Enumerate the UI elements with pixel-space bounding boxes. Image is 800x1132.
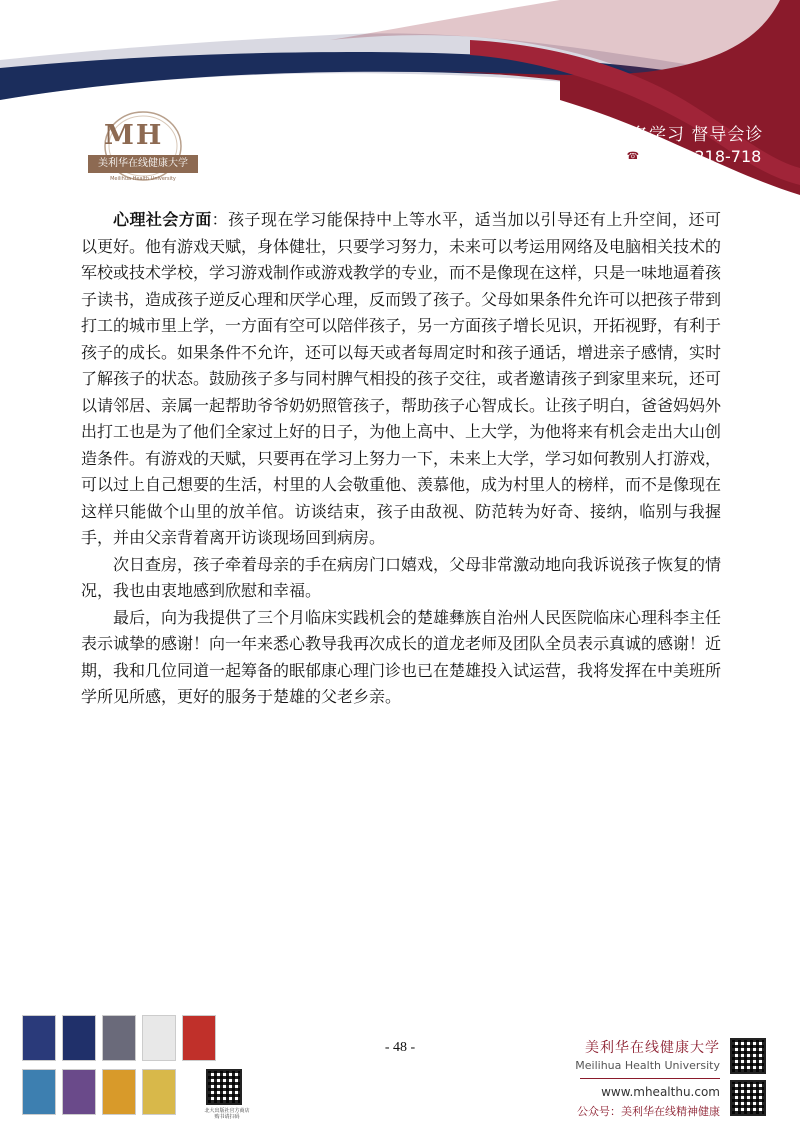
logo-name: 美利华在线健康大学 xyxy=(88,155,198,173)
book-cover xyxy=(102,1069,136,1115)
book-cover xyxy=(62,1015,96,1061)
qr-caption: 北大出版社官方商店 购书请扫码 xyxy=(204,1108,250,1120)
wechat-account: 公众号：美利华在线精神健康 xyxy=(577,1105,720,1118)
qr-code xyxy=(730,1038,766,1074)
logo-mark: MH xyxy=(104,120,164,151)
brand-name-en: Meilihua Health University xyxy=(575,1059,720,1072)
paragraph-lead: 心理社会方面 xyxy=(113,210,212,229)
brand-name-cn: 美利华在线健康大学 xyxy=(585,1040,720,1056)
mh-logo xyxy=(88,106,198,192)
paragraph-text: ：孩子现在学习能保持中上等水平，适当加以引导还有上升空间，还可以更好。他有游戏天赋，身体健壮，只要学习努力，未来可以考运用网络及电脑相关技术的军校或技术学校，学习游戏制作或游戏教学的专业，而不是像现在这样，只是一味地逼着孩子读书，造成孩子逆反心理和厌学心理，反而毁了孩子。父母如果条件允许可以把孩子带到打工的城市里上学，一方面有空可以陪伴孩子，另一方面孩子增长见识，开拓视野，有利于孩子的成长。如果条件不允许，还可以每天或者每周定时和孩子通话，增进亲子感情，实时了解孩子的状态。鼓励孩子多与同村脾气相投的孩子交往，或者邀请孩子到家里来玩，还可以请邻居、亲属一起帮助爷爷奶奶照管孩子，帮助孩子心智成长。让孩子明白，爸爸妈妈外出打工也是为了他们全家过上好的日子，为他上高中、上大学，为他将来有机会走出大山创造条件。有游戏的天赋，只要再在学习上努力一下，未来上大学，学习如何教别人打游戏，可以过上自己想要的生活，村里的人会敬重他、羡慕他，成为村里人的榜样，而不是像现在这样只能做个山里的放羊倌。访谈结束，孩子由敌视、防范转为好奇、接纳，临别与我握手，并由父亲背着离开访谈现场回到病房。 xyxy=(81,210,722,547)
book-cover xyxy=(182,1015,216,1061)
qr-code xyxy=(730,1080,766,1116)
book-advertisement xyxy=(22,1015,250,1123)
phone-number: 4000-218-718 xyxy=(648,147,762,166)
page-number: - 48 - xyxy=(384,1040,416,1055)
book-cover xyxy=(142,1069,176,1115)
website-link[interactable]: www.mhealthu.com xyxy=(601,1085,720,1099)
article-body xyxy=(81,207,721,711)
paragraph-psychosocial xyxy=(81,207,721,552)
book-cover xyxy=(142,1015,176,1061)
book-cover xyxy=(22,1069,56,1115)
paragraph-ward-round: 次日查房，孩子牵着母亲的手在病房门口嬉戏，父母非常激动地向我诉说孩子恢复的情况，我也由衷地感到欣慰和幸福。 xyxy=(81,554,722,600)
brand-divider xyxy=(580,1078,720,1079)
book-cover xyxy=(62,1069,96,1115)
qr-code xyxy=(206,1069,242,1105)
phone-icon: ☎ xyxy=(625,149,641,165)
book-cover xyxy=(102,1015,136,1061)
footer-brand xyxy=(570,1037,720,1119)
book-cover xyxy=(22,1015,56,1061)
header-slogan: 报名学习 督导会诊 xyxy=(613,125,764,145)
paragraph-acknowledgement: 最后，向为我提供了三个月临床实践机会的楚雄彝族自治州人民医院临床心理科李主任表示诚挚的感谢！向一年来悉心教导我再次成长的道龙老师及团队全员表示真诚的感谢！近期，我和几位同道一起筹备的眠郁康心理门诊也已在楚雄投入试运营，我将发挥在中美班所学所见所感，更好的服务于楚雄的父老乡亲。 xyxy=(81,607,722,706)
logo-subtitle: Meilihua Health University xyxy=(110,176,176,182)
header-phone xyxy=(625,147,761,166)
